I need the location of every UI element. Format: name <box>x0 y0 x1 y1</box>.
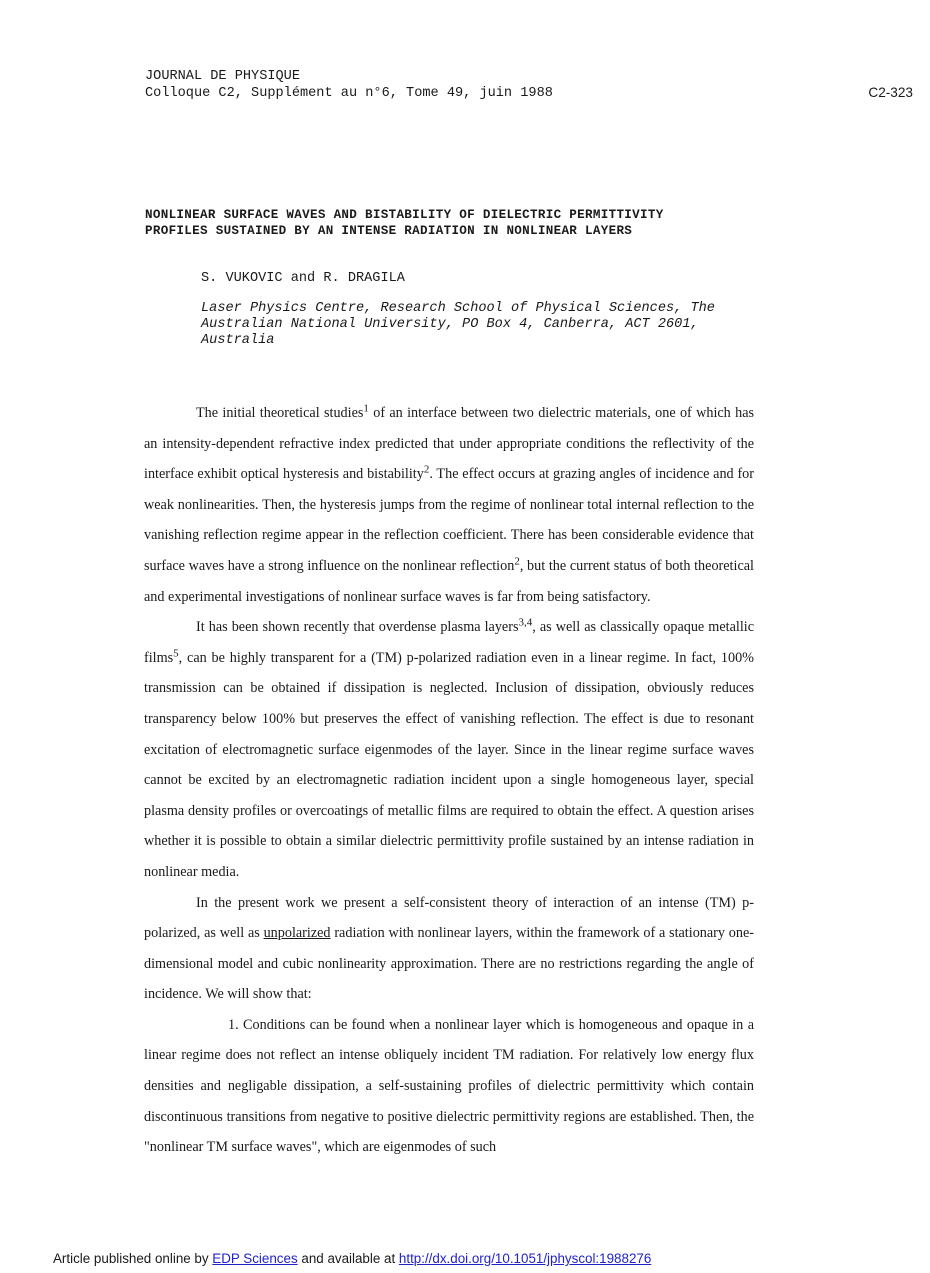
footer-text: and available at <box>297 1251 399 1266</box>
text-run: . The effect occurs at grazing angles of incidence and for weak nonlinearities. Then, the hysteresis jumps from the regime of nonlinear total internal reflection to the vanishing reflection regime appear in the reflection coefficient. There has been considerable evidence that surface waves have a strong influence on the nonlinear reflection <box>144 466 754 574</box>
text-run: of an interface between two dielectric materials, one of which has an intensity-dependent refractive index predicted that under appropriate conditions the reflectivity of the interface exhibit optical hysteresis and bistability <box>144 405 755 483</box>
text-run: , but the current status of both theoretical and experimental investigations of nonlinear surface waves is far from being satisfactory. <box>144 557 754 605</box>
affiliation-line-2: Australian National University, PO Box 4, Canberra, ACT 2601, <box>201 317 699 332</box>
citation-superscript: 5 <box>173 647 179 660</box>
paragraph-plasma-layers <box>144 612 754 887</box>
paragraph-present-work <box>144 888 754 1010</box>
underlined-term: unpolarized <box>263 925 331 942</box>
text-run: It has been shown recently that overdense plasma layers <box>196 619 519 636</box>
footer-notice <box>53 1251 651 1266</box>
page-number: C2-323 <box>868 85 913 100</box>
citation-superscript: 2 <box>514 555 520 568</box>
footer-text: Article published online by <box>53 1251 213 1266</box>
journal-name: JOURNAL DE PHYSIQUE <box>145 69 300 84</box>
publisher-link[interactable]: EDP Sciences <box>212 1251 298 1266</box>
doi-link[interactable]: http://dx.doi.org/10.1051/jphyscol:1988276 <box>398 1251 652 1266</box>
paper-title-line-2: PROFILES SUSTAINED BY AN INTENSE RADIATION IN NONLINEAR LAYERS <box>145 224 633 238</box>
affiliation-line-1: Laser Physics Centre, Research School of Physical Sciences, The <box>201 301 715 316</box>
authors: S. VUKOVIC and R. DRAGILA <box>201 271 405 286</box>
text-run: In the present work we present a self-consistent theory of interaction of an intense (TM) p- polarized, as well as <box>144 894 754 942</box>
citation-superscript: 2 <box>423 463 430 476</box>
citation-superscript: 3,4 <box>518 616 533 629</box>
list-item-1: 1. Conditions can be found when a nonlinear layer which is homogeneous and opaque in a linear regime does not reflect an intense obliquely incident TM radiation. For relatively low energy flux densities and negligable dissipation, a self-sustaining profiles of dielectric permittivity which contain discontinuous transitions from negative to positive dielectric permittivity regions are established. Then, the "nonlinear TM surface waves", which are eigenmodes of such <box>144 1016 754 1156</box>
text-run: radiation with nonlinear layers, within the framework of a stationary one-dimensional model and cubic nonlinearity approximation. There are no restrictions regarding the angle of incidence. We will show that: <box>144 925 754 1003</box>
paragraph-introduction <box>144 398 754 612</box>
text-run: , can be highly transparent for a (TM) p-polarized radiation even in a linear regime. In fact, 100% transmission can be obtained if dissipation is neglected. Inclusion of dissipation, obviously reduces transparency below 100% but preserves the effect of vanishing reflection. The effect is due to resonant excitation of electromagnetic surface eigenmodes of the layer. Since in the linear regime surface waves cannot be excited by an electromagnetic radiation incident upon a single homogeneous layer, special plasma density profiles or overcoatings of metallic films are required to obtain the effect. A question arises whether it is possible to obtain a similar dielectric permittivity profile sustained by an intense radiation in nonlinear media. <box>144 649 754 880</box>
citation-superscript: 1 <box>363 402 369 415</box>
colloque-line: Colloque C2, Supplément au n°6, Tome 49, juin 1988 <box>145 86 553 101</box>
text-run: The initial theoretical studies <box>196 405 364 421</box>
text-run: , as well as classically opaque metallic films <box>144 619 754 666</box>
affiliation-line-3: Australia <box>201 333 275 348</box>
body-text <box>144 398 754 1163</box>
paper-title-line-1: NONLINEAR SURFACE WAVES AND BISTABILITY OF DIELECTRIC PERMITTIVITY <box>145 208 664 222</box>
